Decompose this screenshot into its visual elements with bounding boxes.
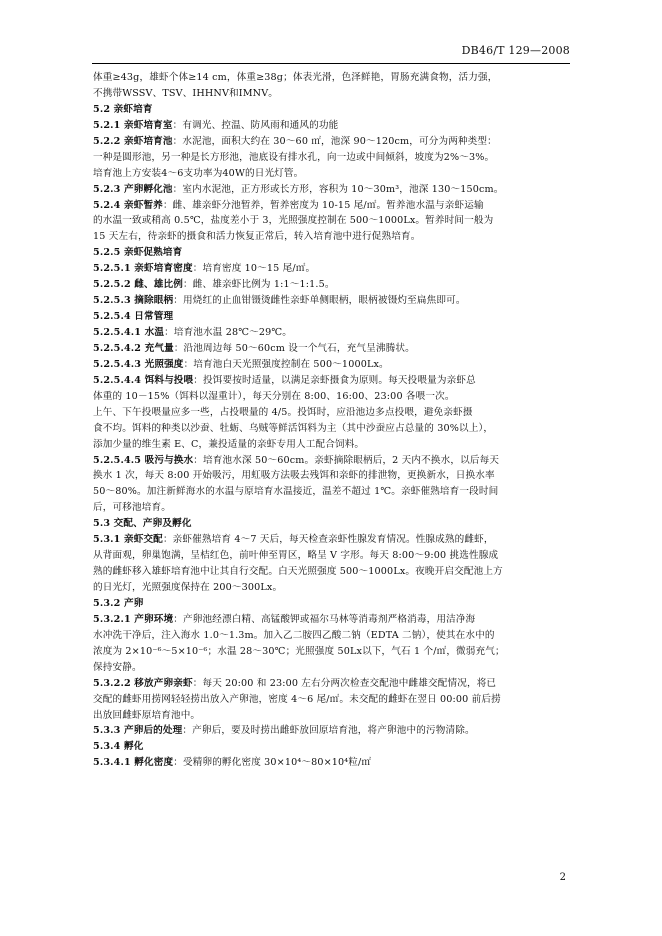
text-line bbox=[93, 150, 571, 166]
text-line bbox=[93, 325, 571, 341]
bold-text: 亲虾暂养 bbox=[123, 199, 163, 211]
text-line bbox=[93, 245, 571, 261]
text-line bbox=[93, 70, 571, 86]
bold-text: 产卵环境 bbox=[134, 613, 174, 625]
text-run: ：雌、雄亲虾分池暂养，暂养密度为 10-15 尾/㎡。暂养池水温与亲虾运输 bbox=[162, 199, 484, 211]
text-line bbox=[93, 421, 571, 437]
text-line bbox=[93, 453, 571, 469]
text-line bbox=[93, 644, 571, 660]
text-line bbox=[93, 229, 571, 245]
bold-text: 5.2.5.3 bbox=[93, 295, 135, 307]
text-run: 的水温一致或稍高 0.5℃，盐度差小于 3，光照强度控制在 500～1000Lx。暂养时间一般为 bbox=[93, 215, 494, 227]
bold-text: 摘除眼柄 bbox=[134, 295, 174, 307]
text-run: ：受精卵的孵化密度 30×10⁴～80×10⁴粒/㎡ bbox=[173, 757, 372, 769]
text-line bbox=[93, 341, 571, 357]
text-line bbox=[93, 580, 571, 596]
bold-text: 雌、雄比例 bbox=[134, 279, 183, 291]
text-line bbox=[93, 198, 571, 214]
bold-text: 5.3.3 bbox=[93, 725, 124, 737]
text-run: ：培育池水深 50～60cm。亲虾摘除眼柄后，2 天内不换水，以后每天 bbox=[193, 454, 500, 466]
page-number: 2 bbox=[559, 872, 566, 883]
text-run: 从背面观，卵巢饱满，呈桔红色，前叶伸至胃区，略呈 V 字形。每天 8:00～9:00 挑选性腺成 bbox=[93, 550, 499, 562]
text-run: ：每天 20:00 和 23:00 左右分两次检查交配池中雌雄交配情况，将已 bbox=[192, 677, 497, 689]
text-run: ：投饵要按时适量，以满足亲虾摄食为原则。每天投喂量为亲虾总 bbox=[193, 374, 476, 386]
text-line bbox=[93, 86, 571, 102]
bold-text: 5.2.5.4.4 bbox=[93, 374, 145, 386]
text-run: ：产卵池经漂白精、高锰酸钾或福尔马林等消毒剂严格消毒，用洁净海 bbox=[173, 613, 476, 625]
bold-text: 亲虾交配 bbox=[123, 534, 163, 546]
bold-text: 饵料与投喂 bbox=[144, 374, 194, 386]
bold-text: 亲虾培育池 bbox=[123, 135, 173, 147]
text-run: ：培育密度 10～15 尾/㎡。 bbox=[192, 263, 316, 275]
bold-text: 水温 bbox=[144, 327, 165, 338]
bold-text: 5.3 交配、产卵及孵化 bbox=[93, 518, 192, 530]
bold-text: 光照强度 bbox=[144, 358, 184, 370]
bold-text: 产卵后的处理 bbox=[123, 725, 183, 737]
text-line bbox=[93, 102, 571, 118]
text-line bbox=[93, 293, 571, 309]
bold-text: 5.2.5.4.2 bbox=[93, 342, 145, 354]
bold-text: 5.2.5.4.1 bbox=[93, 327, 145, 338]
text-line bbox=[93, 437, 571, 453]
text-run: 体重≥43g，雄虾个体≥14 cm，体重≥38g；体表光滑，色泽鲜艳，胃肠充满食物，活力强， bbox=[93, 72, 498, 83]
text-run: 添加少量的维生素 E、C，兼投适量的亲虾专用人工配合饲料。 bbox=[93, 438, 365, 450]
text-line bbox=[93, 755, 571, 771]
bold-text: 吸污与换水 bbox=[144, 454, 194, 466]
bold-text: 5.2.5 亲虾促熟培育 bbox=[93, 247, 183, 259]
text-line bbox=[93, 468, 571, 484]
text-run: 50～80%。加注新鲜海水的水温与原培育水温接近，温差不超过 1℃。亲虾催熟培育一段时间 bbox=[93, 486, 499, 498]
document-id-header: DB46/T 129—2008 bbox=[461, 44, 570, 57]
text-run: 熟的雌虾移入雄虾培育池中让其自行交配。白天光照强度 500～1000Lx。夜晚开启交配池上方 bbox=[93, 566, 503, 578]
text-line bbox=[93, 532, 571, 548]
text-run: 交配的雌虾用捞网轻轻捞出放入产卵池，密度 4～6 尾/㎡。未交配的雌虾在翌日 00:00 前后捞 bbox=[93, 693, 501, 705]
bold-text: 移放产卵亲虾 bbox=[134, 677, 193, 689]
bold-text: 5.3.1 bbox=[93, 534, 124, 546]
bold-text: 5.3.2 产卵 bbox=[93, 597, 144, 609]
bold-text: 5.3.2.1 bbox=[93, 613, 135, 625]
text-line bbox=[93, 389, 571, 405]
text-line bbox=[93, 213, 571, 229]
text-run: ：亲虾催熟培育 4～7 天后，每天检查亲虾性腺发育情况。性腺成熟的雌虾， bbox=[162, 534, 494, 546]
text-run: 15 天左右，待亲虾的摄食和活力恢复正常后，转入培育池中进行促熟培育。 bbox=[93, 231, 421, 243]
bold-text: 5.2.5.4 日常管理 bbox=[93, 311, 174, 323]
text-run: ：培育池白天光照强度控制在 500～1000Lx。 bbox=[183, 358, 389, 370]
bold-text: 5.2 亲虾培育 bbox=[93, 103, 153, 115]
bold-text: 充气量 bbox=[144, 342, 174, 354]
text-line bbox=[93, 612, 571, 628]
text-line bbox=[93, 373, 571, 389]
text-line bbox=[93, 484, 571, 500]
bold-text: 产卵孵化池 bbox=[123, 183, 173, 195]
text-run: 体重的 10－15%（饵料以湿重计），每天分别在 8:00、16:00、23:00 各喂一次。 bbox=[93, 390, 455, 402]
text-run: 食不均。饵料的种类以沙蚕、牡蛎、乌贼等鲜活饵料为主（其中沙蚕应占总量的 30%以上）， bbox=[93, 422, 494, 434]
header-rule bbox=[92, 63, 570, 64]
text-run: 保持安静。 bbox=[93, 661, 142, 673]
bold-text: 5.2.2 bbox=[93, 135, 124, 147]
text-run: 浓度为 2×10⁻⁶～5×10⁻⁶；水温 28～30℃；光照强度 50Lx以下，气石 1 个/㎡，微弱充气； bbox=[93, 645, 505, 657]
text-line bbox=[93, 166, 571, 182]
bold-text: 5.3.2.2 bbox=[93, 677, 135, 689]
text-run: 上午、下午投喂量应多一些，占投喂量的 4/5。投饵时，应沿池边多点投喂，避免亲虾摄 bbox=[93, 406, 473, 418]
bold-text: 5.2.5.2 bbox=[93, 279, 135, 291]
bold-text: 5.2.1 bbox=[93, 119, 124, 131]
text-line bbox=[93, 500, 571, 516]
text-run: 一种是圆形池，另一种是长方形池，池底设有排水孔，向一边或中间倾斜，坡度为2%～3%。 bbox=[93, 151, 495, 163]
text-run: 后，可移池培育。 bbox=[93, 502, 171, 514]
text-line bbox=[93, 309, 571, 325]
text-line bbox=[93, 277, 571, 293]
text-line bbox=[93, 548, 571, 564]
bold-text: 5.2.4 bbox=[93, 199, 124, 211]
text-line bbox=[93, 134, 571, 150]
text-run: 的日光灯，光照强度保持在 200～300Lx。 bbox=[93, 582, 283, 593]
bold-text: 5.2.5.4.3 bbox=[93, 358, 145, 370]
bold-text: 5.2.5.4.5 bbox=[93, 454, 145, 466]
text-run: 换水 1 次，每天 8:00 开始吸污，用虹吸方法吸去残饵和亲虾的排泄物，更换新水，日换水率 bbox=[93, 470, 495, 482]
text-line bbox=[93, 628, 571, 644]
text-line bbox=[93, 692, 571, 708]
bold-text: 5.2.3 bbox=[93, 183, 124, 195]
text-run: 不携带WSSV、TSV、IHHNV和IMNV。 bbox=[93, 87, 279, 99]
text-line bbox=[93, 723, 571, 739]
text-line bbox=[93, 564, 571, 580]
text-line bbox=[93, 596, 571, 612]
text-run: ：培育池水温 28℃～29℃。 bbox=[164, 327, 293, 338]
text-line bbox=[93, 261, 571, 277]
text-run: ：雌、雄亲虾比例为 1:1～1:1.5。 bbox=[182, 279, 335, 291]
text-run: ：有调光、控温、防风雨和通风的功能 bbox=[172, 119, 339, 131]
text-run: ：用烧红的止血钳镊烫雌性亲虾单侧眼柄，眼柄被镊灼至扁焦即可。 bbox=[173, 295, 466, 307]
text-run: ：沿池周边每 50～60cm 设一个气石，充气呈沸腾状。 bbox=[173, 342, 415, 354]
text-run: 水冲洗干净后，注入海水 1.0～1.3m。加入乙二胺四乙酸二钠（EDTA 二钠），使其在水中的 bbox=[93, 629, 495, 641]
text-line bbox=[93, 182, 571, 198]
text-line bbox=[93, 516, 571, 532]
bold-text: 5.3.4.1 bbox=[93, 757, 135, 769]
text-line bbox=[93, 739, 571, 755]
text-line bbox=[93, 405, 571, 421]
text-run: ：水泥池，面积大约在 30～60 ㎡，池深 90～120cm，可分为两种类型： bbox=[172, 135, 497, 147]
text-run: ：产卵后，要及时捞出雌虾放回原培育池，将产卵池中的污物清除。 bbox=[182, 725, 475, 737]
bold-text: 5.3.4 孵化 bbox=[93, 741, 144, 753]
text-line bbox=[93, 660, 571, 676]
bold-text: 亲虾培育密度 bbox=[134, 263, 193, 275]
bold-text: 亲虾培育室 bbox=[123, 119, 173, 131]
bold-text: 5.2.5.1 bbox=[93, 263, 135, 275]
text-run: 出放回雌虾原培育池中。 bbox=[93, 709, 201, 721]
text-run: 培育池上方安装4～6支功率为40W的日光灯管。 bbox=[93, 167, 304, 179]
text-line bbox=[93, 118, 571, 134]
body-text bbox=[93, 70, 571, 771]
text-line bbox=[93, 708, 571, 724]
text-line bbox=[93, 676, 571, 692]
bold-text: 孵化密度 bbox=[134, 757, 174, 769]
text-run: ：室内水泥池，正方形或长方形，容积为 10～30m³，池深 130～150cm。 bbox=[172, 183, 504, 195]
text-line bbox=[93, 357, 571, 373]
